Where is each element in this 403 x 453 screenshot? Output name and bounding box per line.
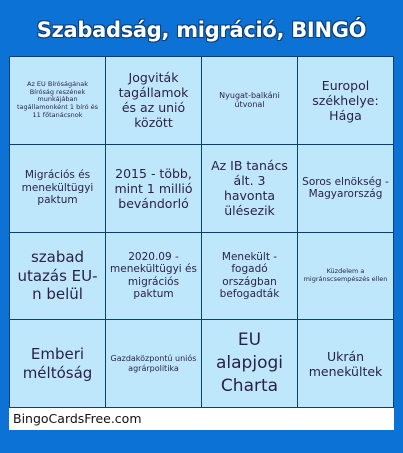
card-title: Szabadság, migráció, BINGÓ: [36, 18, 367, 42]
bingo-grid: [9, 56, 394, 408]
bingo-cell-r3c2[interactable]: 2020.09 - menekültügyi és migrációs paktum: [106, 233, 201, 320]
bingo-cell-r2c2[interactable]: 2015 - több, mint 1 millió bevándorló: [106, 145, 201, 232]
bingo-cell-r4c2[interactable]: Gazdaközpontú uniós agrárpolitika: [106, 320, 201, 407]
bingo-cell-r3c1[interactable]: szabad utazás EU-n belül: [10, 233, 105, 320]
bingo-cell-r2c3[interactable]: Az IB tanács ált. 3 havonta ülésezik: [202, 145, 297, 232]
bingo-cell-r3c4[interactable]: Küzdelem a migránscsempészés ellen: [298, 233, 393, 320]
bingo-cell-r2c4[interactable]: Soros elnökség - Magyarország: [298, 145, 393, 232]
bingo-cell-r4c1[interactable]: Emberi méltóság: [10, 320, 105, 407]
bingo-cell-r1c1[interactable]: Az EU Bíróságának Bíróság reszének munkájában tagállamonként 1 bíró és 11 főtanácsnok: [10, 57, 105, 144]
bingo-cell-r2c1[interactable]: Migrációs és menekültügyi paktum: [10, 145, 105, 232]
bingo-cell-r3c3[interactable]: Menekült - fogadó országban befogadták: [202, 233, 297, 320]
bingo-cell-r1c3[interactable]: Nyugat-balkáni útvonal: [202, 57, 297, 144]
bingo-cell-r1c4[interactable]: Europol székhelye: Hága: [298, 57, 393, 144]
bingo-cell-r4c4[interactable]: Ukrán menekültek: [298, 320, 393, 407]
footer-brand: BingoCardsFree.com: [9, 408, 394, 430]
bingo-cell-r1c2[interactable]: Jogviták tagállamok és az unió között: [106, 57, 201, 144]
bingo-cell-r4c3[interactable]: EU alapjogi Charta: [202, 320, 297, 407]
